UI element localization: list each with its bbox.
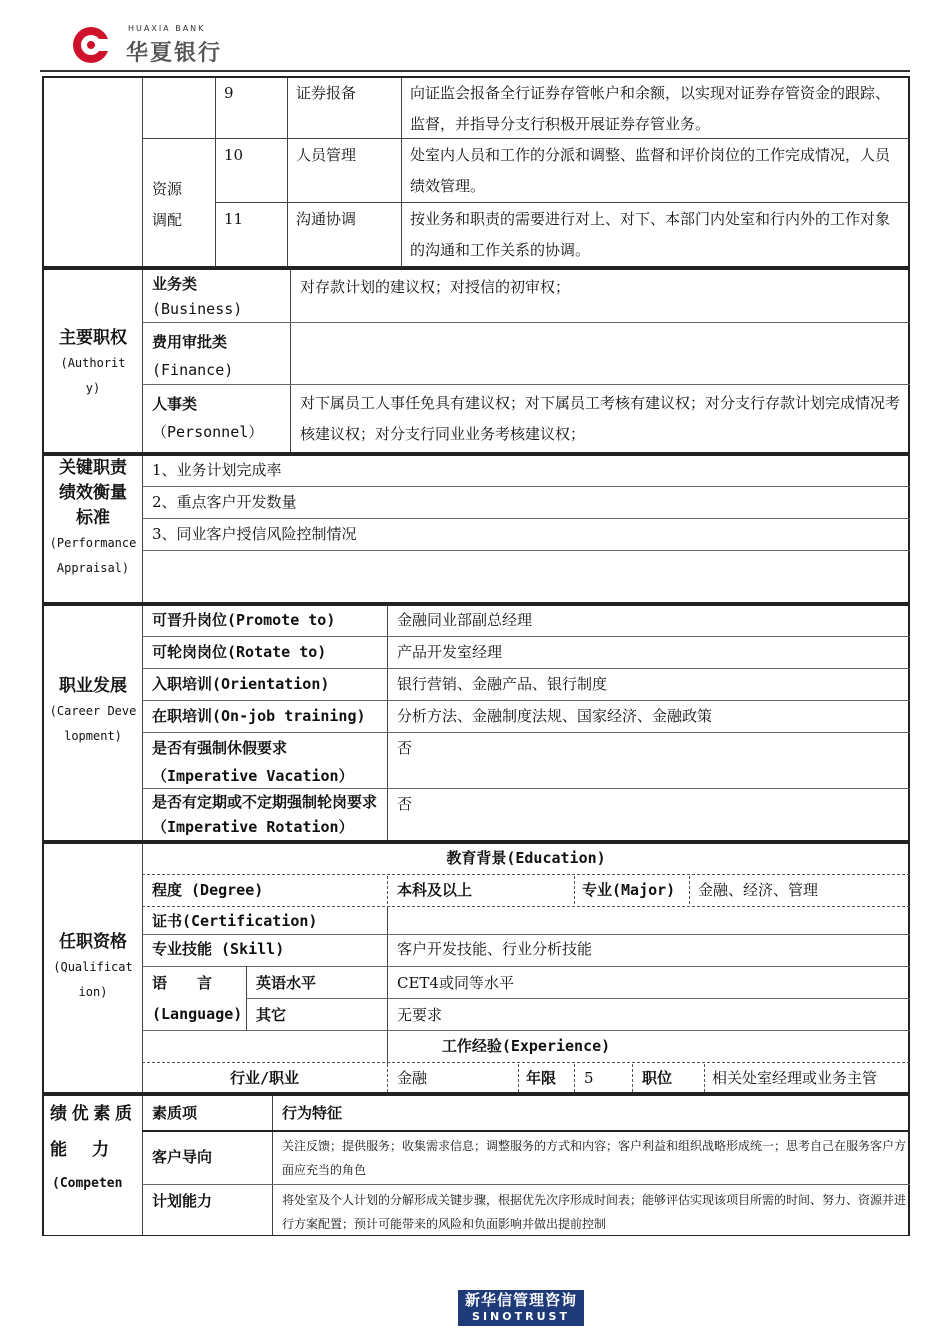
authority-value: 对下属员工人事任免具有建议权；对下属员工考核有建议权；对分支行存款计划完成情况考核建议权；对分支行同业业务考核建议权；: [300, 394, 901, 443]
years-value: 5: [584, 1069, 594, 1087]
resources-section: [42, 76, 910, 268]
skill-value: 客户开发技能、行业分析技能: [397, 940, 593, 958]
language-label: 语 言 (Language): [152, 974, 243, 1023]
career-value: 产品开发室经理: [397, 643, 503, 661]
english-value: CET4或同等水平: [397, 974, 514, 992]
resource-no: 10: [224, 146, 244, 164]
career-value: 分析方法、金融制度法规、国家经济、金融政策: [397, 707, 713, 725]
footer-line2: SINOTRUST: [472, 1310, 570, 1323]
major-value: 金融、经济、管理: [698, 881, 819, 899]
degree-label: 程度 (Degree): [152, 881, 264, 899]
resources-group-label: 资源 调配: [152, 180, 183, 229]
industry-value: 金融: [397, 1069, 428, 1087]
education-header: 教育背景(Education): [446, 849, 606, 867]
authority-value: 对存款计划的建议权；对授信的初审权；: [300, 278, 571, 296]
brand-english: HUAXIA BANK: [128, 24, 206, 33]
resource-no: 9: [224, 84, 234, 102]
sinotrust-footer-logo: [458, 1290, 584, 1326]
competency-desc: 将处室及个人计划的分解形成关键步骤，根据优先次序形成时间表；能够评估实现该项目所需的时间、努力、资源并进行方案配置；预计可能带来的风险和负面影响并做出提前控制: [282, 1193, 907, 1231]
resource-item: 沟通协调: [296, 210, 357, 228]
position-label: 职位: [642, 1069, 673, 1087]
huaxia-bank-logo-icon: [70, 24, 112, 66]
resource-desc: 处室内人员和工作的分派和调整、监督和评价岗位的工作完成情况，人员绩效管理。: [410, 146, 891, 195]
competency-col-header: 行为特征: [282, 1104, 343, 1122]
competency-title-en: (Competen: [52, 1176, 123, 1191]
competency-col-header: 素质项: [152, 1104, 198, 1122]
authority-title: 主要职权 (Authority): [59, 328, 127, 395]
page-header: [70, 18, 940, 66]
english-label: 英语水平: [256, 974, 317, 992]
skill-label: 专业技能 (Skill): [152, 940, 285, 958]
position-value: 相关处室经理或业务主管: [712, 1069, 878, 1087]
career-value: 否: [397, 795, 413, 813]
resource-no: 11: [224, 210, 244, 228]
career-value: 金融同业部副总经理: [397, 611, 533, 629]
resource-desc: 按业务和职责的需要进行对上、对下、本部门内处室和行内外的工作对象的沟通和工作关系的协调。: [410, 210, 891, 259]
authority-label: 业务类 (Business): [152, 275, 243, 318]
header-divider: [40, 70, 910, 72]
resource-item: 人员管理: [296, 146, 357, 164]
major-label: 专业(Major): [582, 881, 676, 899]
qualification-section: [42, 842, 910, 1094]
performance-item: 2、重点客户开发数量: [152, 493, 297, 511]
years-label: 年限: [526, 1069, 557, 1087]
footer-line1: 新华信管理咨询: [464, 1291, 577, 1309]
cert-label: 证书(Certification): [152, 912, 318, 930]
career-label: 入职培训(Orientation): [152, 675, 330, 693]
career-label: 是否有定期或不定期强制轮岗要求（Imperative Rotation）: [152, 793, 378, 836]
performance-item: 1、业务计划完成率: [152, 461, 282, 479]
career-label: 是否有强制休假要求（Imperative Vacation）: [152, 739, 354, 785]
performance-item: 3、同业客户授信风险控制情况: [152, 525, 357, 543]
degree-value: 本科及以上: [397, 881, 473, 899]
career-label: 在职培训(On-job training): [152, 707, 366, 725]
career-label: 可晋升岗位(Promote to): [152, 611, 336, 629]
authority-section: [42, 268, 910, 454]
competency-section: [42, 1094, 910, 1236]
career-label: 可轮岗岗位(Rotate to): [152, 643, 327, 661]
career-section: [42, 604, 910, 842]
resource-desc: 向证监会报备全行证券存管帐户和余额，以实现对证券存管资金的跟踪、监督，并指导分支行积极开展证券存管业务。: [410, 84, 891, 133]
authority-label: 人事类 （Personnel）: [152, 395, 264, 441]
competency-desc: 关注反馈；提供服务；收集需求信息；调整服务的方式和内容；客户利益和组织战略形成统一；思考自己在服务客户方面应充当的角色: [282, 1139, 907, 1177]
performance-section: [42, 454, 910, 604]
resource-item: 证券报备: [296, 84, 357, 102]
other-label: 其它: [256, 1006, 287, 1024]
career-value: 否: [397, 739, 413, 757]
other-value: 无要求: [397, 1006, 443, 1024]
career-title: 职业发展 (Career Development): [49, 676, 137, 743]
experience-header: 工作经验(Experience): [441, 1037, 611, 1055]
performance-title: 关键职责绩效衡量标准 (Performance Appraisal): [49, 458, 137, 575]
competency-name: 客户导向: [152, 1148, 213, 1166]
competency-title: 绩优素质能 力: [50, 1104, 136, 1160]
qualification-title: 任职资格 (Qualification): [53, 932, 133, 999]
authority-label: 费用审批类 (Finance): [152, 333, 234, 379]
career-value: 银行营销、金融产品、银行制度: [397, 675, 608, 693]
industry-label: 行业/职业: [229, 1069, 300, 1087]
brand-chinese: 华夏银行: [126, 41, 223, 66]
competency-name: 计划能力: [152, 1192, 213, 1210]
